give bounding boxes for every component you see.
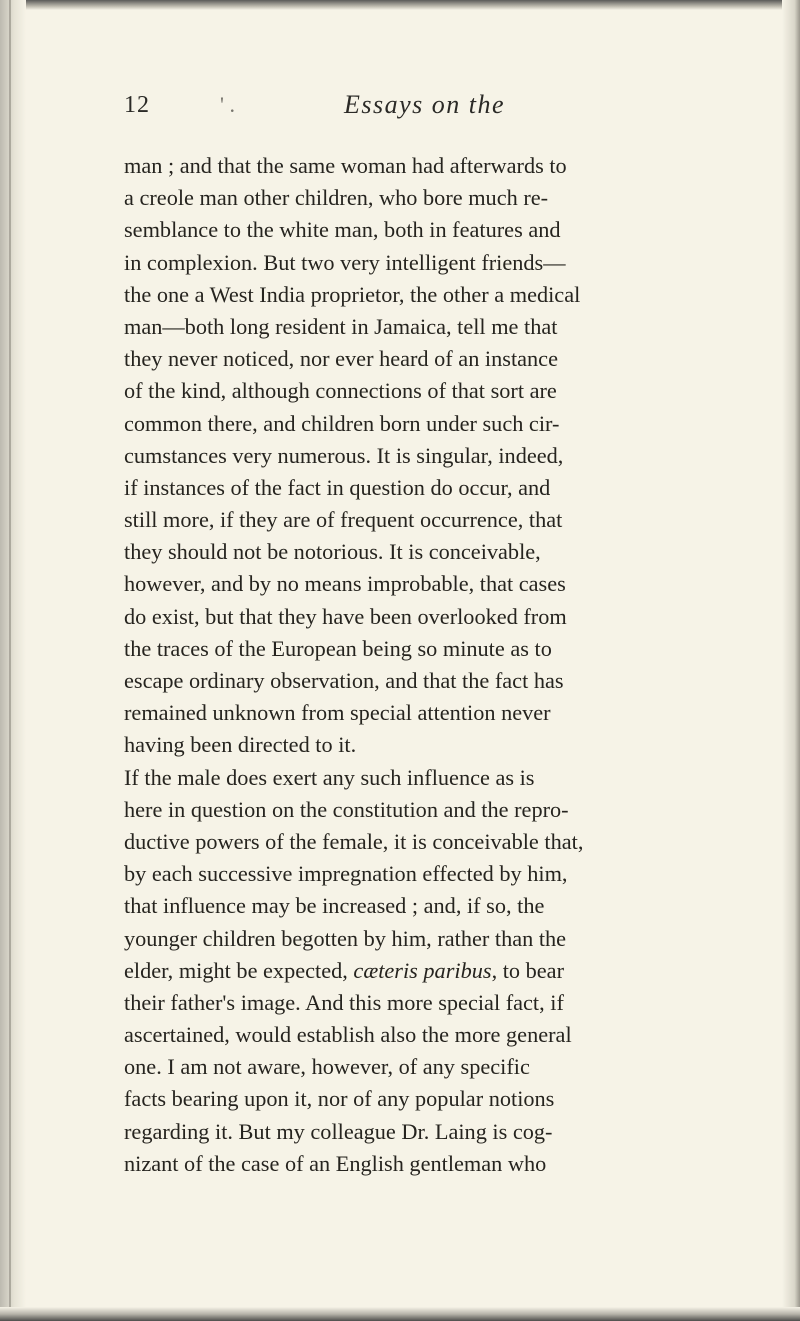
text-line: do exist, but that they have been overlooked from <box>124 603 567 629</box>
text-line: however, and by no means improbable, that cases <box>124 571 566 597</box>
page-bottom-edge <box>0 1307 800 1321</box>
text-line: they never noticed, nor ever heard of an instance <box>124 346 558 372</box>
body-text <box>124 150 744 1180</box>
page-left-edge <box>0 0 26 1321</box>
page-number: 12 <box>124 92 150 118</box>
text-line: here in question on the constitution and the repro- <box>124 796 569 822</box>
text-line: ascertained, would establish also the more general <box>124 1022 572 1048</box>
page-top-edge <box>0 0 800 10</box>
text-line: having been directed to it. <box>124 732 357 758</box>
text-line: escape ordinary observation, and that the fact has <box>124 668 564 693</box>
text-line: regarding it. But my colleague Dr. Laing is cog- <box>124 1118 553 1144</box>
text-line: common there, and children born under such cir- <box>124 410 560 436</box>
running-title: Essays on the <box>344 90 506 119</box>
text-line: they should not be notorious. It is conceivable, <box>124 539 541 565</box>
text-line: by each successive impregnation effected by him, <box>124 861 568 887</box>
text-line: facts bearing upon it, nor of any popular notions <box>124 1086 555 1112</box>
text-line: remained unknown from special attention never <box>124 700 551 726</box>
text-line: a creole man other children, who bore much re- <box>124 185 549 211</box>
text-line: one. I am not aware, however, of any specific <box>124 1054 530 1080</box>
running-header <box>124 92 724 128</box>
text-line: If the male does exert any such influence as is <box>124 764 535 790</box>
header-mark: ' . <box>220 92 235 117</box>
text-line: if instances of the fact in question do occur, and <box>124 474 551 500</box>
text-line: semblance to the white man, both in features and <box>124 217 561 243</box>
text-line: younger children begotten by him, rather than the <box>124 925 567 951</box>
page-right-edge <box>782 0 800 1321</box>
text-line: their father's image. And this more special fact, if <box>124 989 564 1015</box>
text-line: the traces of the European being so minute as to <box>124 635 552 661</box>
text-line: ductive powers of the female, it is conceivable that, <box>124 828 584 854</box>
text-line: elder, might be expected, cæteris paribus, to bear <box>124 957 564 983</box>
text-line: the one a West India proprietor, the other a medical <box>124 281 581 307</box>
text-line: in complexion. But two very intelligent friends— <box>124 249 566 275</box>
text-line: cumstances very numerous. It is singular, indeed, <box>124 442 564 468</box>
text-line: nizant of the case of an English gentleman who <box>124 1150 547 1176</box>
text-line: still more, if they are of frequent occurrence, that <box>124 507 563 533</box>
text-line: of the kind, although connections of that sort are <box>124 378 557 404</box>
page-binding-line <box>9 0 11 1321</box>
text-line: man—both long resident in Jamaica, tell me that <box>124 313 558 339</box>
latin-phrase: cæteris paribus <box>353 957 492 983</box>
text-line: that influence may be increased ; and, if so, the <box>124 893 545 919</box>
text-line: man ; and that the same woman had afterwards to <box>124 153 567 178</box>
